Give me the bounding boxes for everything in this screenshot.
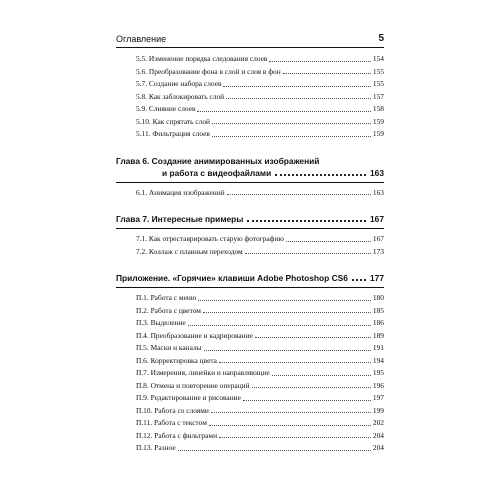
- dot-leader: [219, 362, 371, 363]
- toc-entry: [116, 367, 384, 380]
- toc-entry-title: П.5. Маски и каналы: [136, 343, 202, 352]
- table-of-contents: [116, 53, 384, 455]
- dot-leader: [211, 412, 371, 413]
- toc-entry-title: 5.10. Как спрятать слой: [136, 116, 210, 126]
- toc-entry: [116, 103, 384, 116]
- dot-leader: [272, 375, 371, 376]
- chapter-7-heading: [116, 213, 384, 229]
- toc-entry-page: 189: [372, 330, 384, 340]
- toc-entry: [116, 233, 384, 246]
- toc-entry-page: 157: [372, 91, 384, 101]
- toc-entry-page: 196: [372, 380, 384, 390]
- toc-group-chapter6: [116, 187, 384, 200]
- toc-group-chapter5: [116, 53, 384, 141]
- page-number: 5: [378, 33, 384, 44]
- dot-leader: [243, 400, 371, 401]
- appendix-title: Приложение. «Горячие» клавиши Adobe Photoshop CS6: [116, 273, 348, 283]
- dot-leader: [252, 387, 371, 388]
- toc-entry-page: 155: [372, 66, 384, 76]
- toc-entry-page: 167: [372, 234, 384, 243]
- toc-entry: [116, 430, 384, 443]
- toc-entry: [116, 342, 384, 355]
- toc-entry: [116, 246, 384, 259]
- toc-entry: [116, 66, 384, 79]
- toc-entry: [116, 417, 384, 430]
- dot-leader: [209, 425, 371, 426]
- dot-leader: [245, 253, 371, 254]
- toc-entry-title: П.12. Работа с фильтрами: [136, 430, 218, 440]
- toc-entry: [116, 128, 384, 141]
- toc-entry-page: 204: [372, 443, 384, 452]
- toc-entry-page: 195: [372, 368, 384, 377]
- dot-leader: [269, 61, 371, 62]
- appendix-heading: [116, 272, 384, 288]
- dot-leader: [283, 73, 371, 74]
- dot-leader: [227, 194, 371, 195]
- chapter-6-heading: [116, 155, 384, 183]
- toc-entry-title: 5.7. Создание набора слоев: [136, 79, 222, 88]
- toc-entry-title: П.1. Работа с меню: [136, 293, 197, 302]
- dot-leader: [203, 312, 371, 313]
- toc-entry-title: П.10. Работа со слоями: [136, 405, 209, 415]
- toc-entry-page: 154: [372, 54, 384, 63]
- dot-leader: [188, 325, 371, 326]
- toc-entry-page: 191: [372, 343, 384, 352]
- toc-entry-title: 5.11. Фильтрация слоев: [136, 129, 210, 138]
- toc-entry-page: 194: [372, 355, 384, 365]
- toc-entry-title: П.11. Работа с текстом: [136, 418, 207, 427]
- toc-entry: [116, 116, 384, 129]
- toc-entry: [116, 305, 384, 318]
- chapter-title-line: и работа с видеофайлами: [162, 167, 272, 178]
- toc-entry: [116, 405, 384, 418]
- toc-entry-title: 7.1. Как отреставрировать старую фотографию: [136, 234, 284, 243]
- page-header: [116, 33, 384, 48]
- dot-leader: [223, 86, 370, 87]
- toc-entry-title: 5.6. Преобразование фона в слой и слоя в фон: [136, 66, 281, 76]
- toc-entry-title: П.7. Измерения, линейки и направляющие: [136, 368, 270, 377]
- toc-entry-page: 155: [372, 79, 384, 88]
- toc-entry-title: П.4. Преобразование и кадрирование: [136, 330, 253, 340]
- toc-entry-title: П.6. Корректировка цвета: [136, 355, 217, 365]
- toc-entry: [116, 355, 384, 368]
- toc-entry: [116, 392, 384, 405]
- toc-entry: [116, 53, 384, 66]
- dot-leader: [255, 337, 371, 338]
- dot-leader: [219, 437, 371, 438]
- appendix-page: 177: [370, 273, 384, 283]
- toc-entry-title: П.3. Выделение: [136, 318, 186, 327]
- toc-entry-title: П.9. Редактирование и рисование: [136, 393, 241, 402]
- toc-entry-title: 5.8. Как заблокировать слой: [136, 91, 225, 101]
- toc-entry: [116, 91, 384, 104]
- dot-leader: [197, 111, 370, 112]
- dot-leader: [178, 450, 371, 451]
- dot-leader: [212, 136, 371, 137]
- toc-entry-page: 180: [372, 293, 384, 302]
- toc-entry: [116, 442, 384, 455]
- chapter-page: 163: [370, 167, 384, 178]
- toc-entry-page: 186: [372, 318, 384, 327]
- toc-entry: [116, 187, 384, 200]
- toc-entry: [116, 330, 384, 343]
- toc-entry-page: 159: [372, 116, 384, 126]
- toc-entry-page: 197: [372, 393, 384, 402]
- chapter-title-line: Глава 6. Создание анимированных изображений: [116, 155, 320, 166]
- toc-entry-page: 159: [372, 129, 384, 138]
- toc-entry: [116, 78, 384, 91]
- dot-leader: [204, 350, 371, 351]
- toc-entry-title: 5.5. Изменение порядка следования слоев: [136, 54, 268, 63]
- toc-entry-page: 158: [372, 104, 384, 113]
- toc-entry: [116, 380, 384, 393]
- dot-leader: [212, 123, 371, 124]
- toc-entry-page: 173: [372, 246, 384, 256]
- toc-entry-title: 7.2. Коллаж с плавным переходом: [136, 246, 243, 256]
- toc-entry-title: П.8. Отмена и повторение операций: [136, 380, 250, 390]
- toc-entry-title: П.13. Разное: [136, 443, 176, 452]
- toc-entry-title: П.2. Работа с цветом: [136, 305, 201, 315]
- toc-entry-page: 163: [372, 187, 384, 197]
- toc-entry-title: 5.9. Слияние слоев: [136, 104, 196, 113]
- toc-entry: [116, 292, 384, 305]
- header-section-title: Оглавление: [116, 34, 167, 44]
- toc-entry-title: 6.1. Анимация изображений: [136, 187, 225, 197]
- chapter-page: 167: [370, 214, 384, 224]
- toc-entry-page: 202: [372, 418, 384, 427]
- toc-entry-page: 185: [372, 305, 384, 315]
- toc-entry-page: 204: [372, 430, 384, 440]
- dot-leader: [226, 98, 371, 99]
- toc-group-chapter7: [116, 233, 384, 258]
- toc-entry: [116, 317, 384, 330]
- dot-leader: [286, 241, 371, 242]
- chapter-title: Глава 7. Интересные примеры: [116, 214, 244, 224]
- toc-group-appendix: [116, 292, 384, 455]
- dot-leader: [198, 300, 371, 301]
- toc-entry-page: 199: [372, 405, 384, 415]
